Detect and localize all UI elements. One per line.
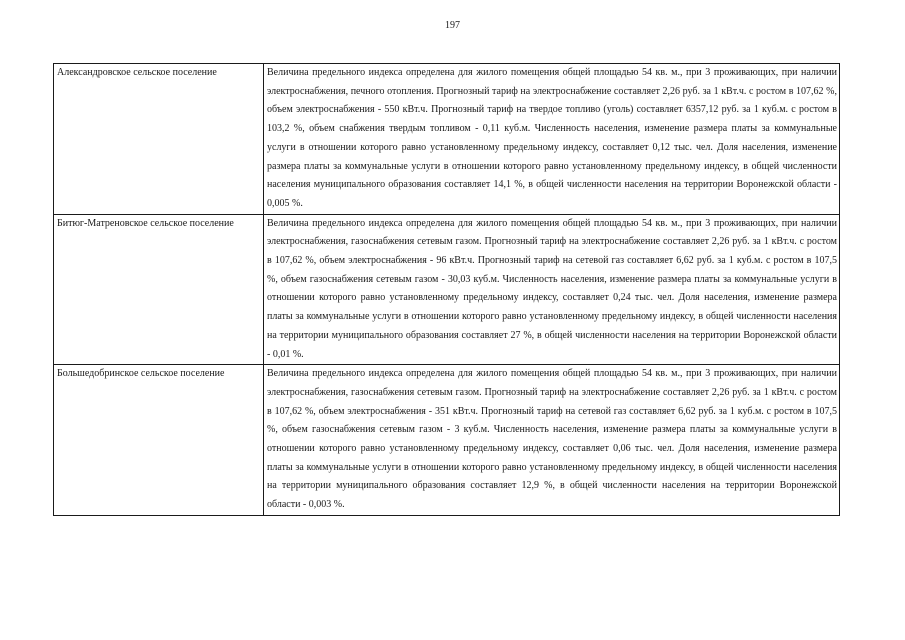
settlement-description-cell bbox=[264, 365, 840, 516]
settlement-description-cell bbox=[264, 214, 840, 365]
settlement-description-text: Величина предельного индекса определена для жилого помещения общей площадью 54 кв. м., при 3 проживающих, при наличии электроснабжения, печного отопления. Прогнозный тариф на электроснабжение составляет 2,26 руб. за 1 кВт.ч. с ростом в 107,62 %, объем электроснабжения - 550 кВт.ч. Прогнозный тариф на твердое топливо (уголь) составляет 6357,12 руб. за 1 куб.м. с ростом в 103,2 %, объем снабжения твердым топливом - 0,11 куб.м. Численность населения, изменение размера платы за коммунальные услуги в отношении которого равно установленному предельному индексу, составляет 0,12 тыс. чел. Доля населения, изменение размера платы за коммунальные услуги в отношении которого равно установленному предельному индексу, в общей численности населения муниципального образования составляет 14,1 %, в общей численности населения на территории Воронежской области - 0,005 %. bbox=[267, 67, 837, 209]
page-number: 197 bbox=[445, 20, 460, 31]
settlement-name-cell: Большедобринское сельское поселение bbox=[54, 365, 264, 516]
settlement-name-cell: Битюг-Матреновское сельское поселение bbox=[54, 214, 264, 365]
settlement-description-text: Величина предельного индекса определена для жилого помещения общей площадью 54 кв. м., при 3 проживающих, при наличии электроснабжения, газоснабжения сетевым газом. Прогнозный тариф на электроснабжение составляет 2,26 руб. за 1 кВт.ч. с ростом в 107,62 %, объем электроснабжения - 351 кВт.ч. Прогнозный тариф на сетевой газ составляет 6,62 руб. за 1 куб.м. с ростом в 107,5 %, объем газоснабжения сетевым газом - 3 куб.м. Численность населения, изменение размера платы за коммунальные услуги в отношении которого равно установленному предельному индексу, составляет 0,06 тыс. чел. Доля населения, изменение размера платы за коммунальные услуги в отношении которого равно установленному предельному индексу, в общей численности населения на территории муниципального образования составляет 12,9 %, в общей численности населения на территории Воронежской области - 0,003 %. bbox=[267, 368, 837, 511]
table-row bbox=[54, 214, 840, 365]
settlement-name-cell: Александровское сельское поселение bbox=[54, 64, 264, 215]
table-row bbox=[54, 365, 840, 516]
tariff-index-table bbox=[53, 63, 840, 516]
settlement-description-text: Величина предельного индекса определена для жилого помещения общей площадью 54 кв. м., при 3 проживающих, при наличии электроснабжения, газоснабжения сетевым газом. Прогнозный тариф на электроснабжение составляет 2,26 руб. за 1 кВт.ч. с ростом в 107,62 %, объем электроснабжения - 96 кВт.ч. Прогнозный тариф на сетевой газ составляет 6,62 руб. за 1 куб.м. с ростом в 107,5 %, объем газоснабжения сетевым газом - 30,03 куб.м. Численность населения, изменение размера платы за коммунальные услуги в отношении которого равно установленному предельному индексу, составляет 0,24 тыс. чел. Доля населения, изменение размера платы за коммунальные услуги в отношении которого равно установленному предельному индексу, в общей численности населения на территории муниципального образования составляет 27 %, в общей численности населения на территории Воронежской области - 0,01 %. bbox=[267, 217, 837, 360]
table-row bbox=[54, 64, 840, 215]
settlement-description-cell bbox=[264, 64, 840, 215]
